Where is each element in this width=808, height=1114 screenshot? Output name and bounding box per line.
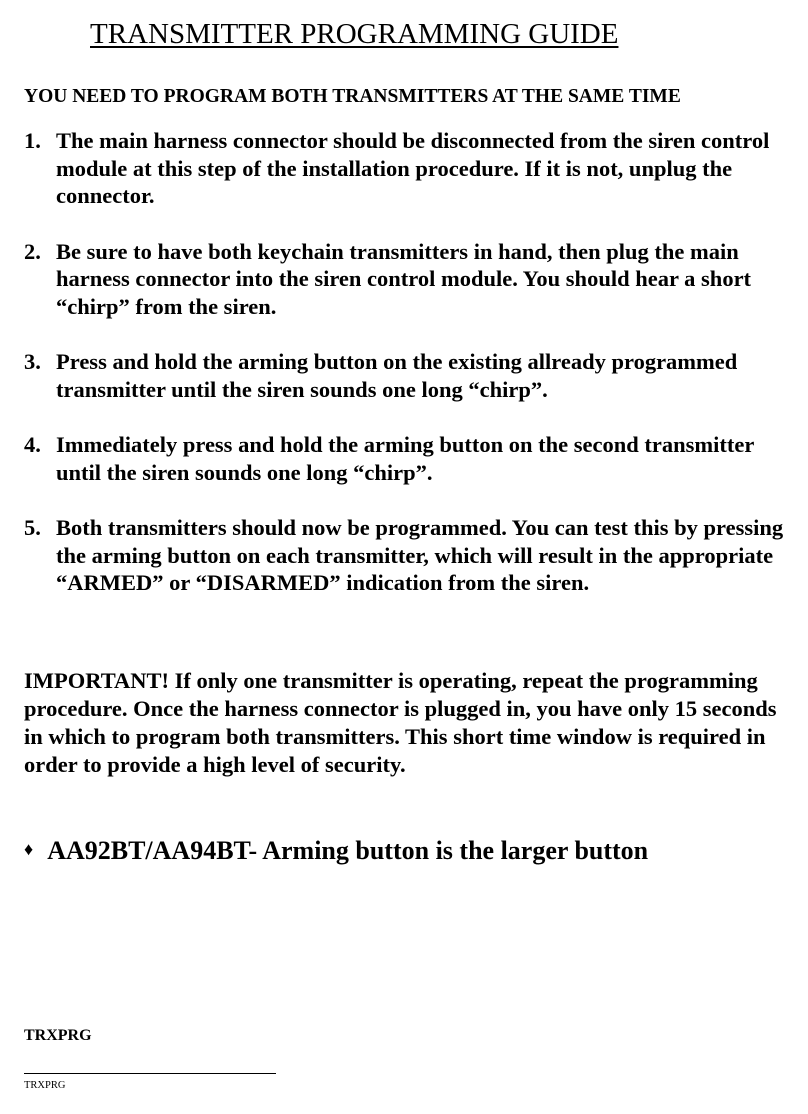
model-note [24,836,648,866]
step-text: Press and hold the arming button on the existing allready programmed transmitter until the siren sounds one long “chirp”. [56,349,738,402]
document-code: TRXPRG [24,1027,92,1044]
step-number: 3. [24,349,41,374]
step-text: Both transmitters should now be programmed. You can test this by pressing the arming button on each transmitter, which will result in the appropriate “ARMED” or “DISARMED” indication from the siren. [56,515,784,595]
diamond-bullet-icon: ♦ [24,838,34,859]
step-item [24,348,794,403]
important-notice: IMPORTANT! If only one transmitter is operating, repeat the programming procedure. Once the harness connector is plugged in, you have only 15 seconds in which to program both transmitters. This short time window is required in order to provide a high level of security. [24,668,777,777]
steps-list [24,127,794,625]
step-number: 4. [24,432,41,457]
step-text: The main harness connector should be disconnected from the siren control module at this step of the installation procedure. If it is not, unplug the connector. [56,128,770,208]
step-number: 5. [24,515,41,540]
footer-code: TRXPRG [24,1080,66,1091]
step-item [24,238,794,321]
step-text: Immediately press and hold the arming button on the second transmitter until the siren sounds one long “chirp”. [56,432,754,485]
document-title: TRANSMITTER PROGRAMMING GUIDE [90,18,619,50]
step-item [24,127,794,210]
step-number: 1. [24,128,41,153]
step-item [24,431,794,486]
model-note-text: AA92BT/AA94BT- Arming button is the larger button [47,836,649,865]
step-item [24,514,794,597]
step-text: Be sure to have both keychain transmitters in hand, then plug the main harness connector into the siren control module. You should hear a short “chirp” from the siren. [56,238,752,319]
footer-divider [24,1073,276,1074]
document-subheading: YOU NEED TO PROGRAM BOTH TRANSMITTERS AT THE SAME TIME [24,86,681,107]
step-number: 2. [24,238,41,264]
